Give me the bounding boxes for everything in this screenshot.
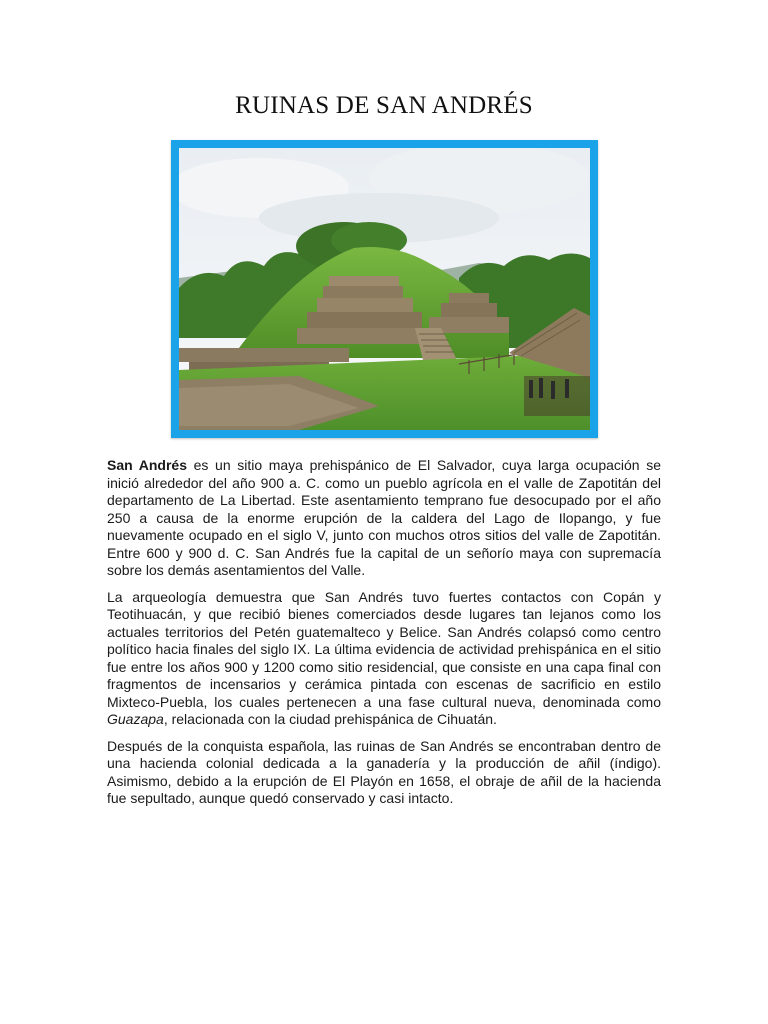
paragraph-text: La arqueología demuestra que San Andrés tuvo fuertes contactos con Copán y Teotihuacán, y que recibió bienes comerciados desde lugares tan lejanos como los actuales territorios del Petén guatemalteco y Belice. San Andrés colapsó como centro político hacia finales del siglo IX. La última evidencia de actividad prehispánica en el sitio fue entre los años 900 y 1200 como sitio residencial, que consiste en una capa final con fragmentos de incensarios y cerámica pintada con escenas de sacrificio en estilo Mixteco-Puebla, los cuales pertenecen a una fase cultural nueva, denominada como (107, 588, 661, 710)
ruins-photo-frame (171, 140, 598, 438)
page-title: RUINAS DE SAN ANDRÉS (235, 92, 533, 119)
paragraph-1 (107, 457, 661, 580)
article-body (107, 457, 661, 817)
ruins-photo (179, 148, 590, 430)
paragraph-text: Después de la conquista española, las ruinas de San Andrés se encontraban dentro de una hacienda colonial dedicada a la ganadería y la producción de añil (índigo). Asimismo, debido a la erupción de El Playón en 1658, el obraje de añil de la hacienda fue sepultado, aunque quedó conservado y casi intacto. (107, 737, 661, 806)
paragraph-2 (107, 589, 661, 729)
paragraph-3 (107, 738, 661, 808)
paragraph-text: es un sitio maya prehispánico de El Salvador, cuya larga ocupación se inició alrededor del año 900 a. C. como un pueblo agrícola en el valle de Zapotitán del departamento de La Libertad. Este asentamiento temprano fue desocupado por el año 250 a causa de la enorme erupción de la caldera del Lago de Ilopango, y fue nuevamente ocupado en el siglo V, junto con muchos otros sitios del valle de Zapotitán. Entre 600 y 900 d. C. San Andrés fue la capital de un señorío maya con supremacía sobre los demás asentamientos del Valle. (107, 457, 662, 578)
bold-lead: San Andrés (107, 457, 188, 473)
paragraph-text: , relacionada con la ciudad prehispánica de Cihuatán. (163, 711, 497, 727)
italic-term: Guazapa (107, 711, 164, 727)
